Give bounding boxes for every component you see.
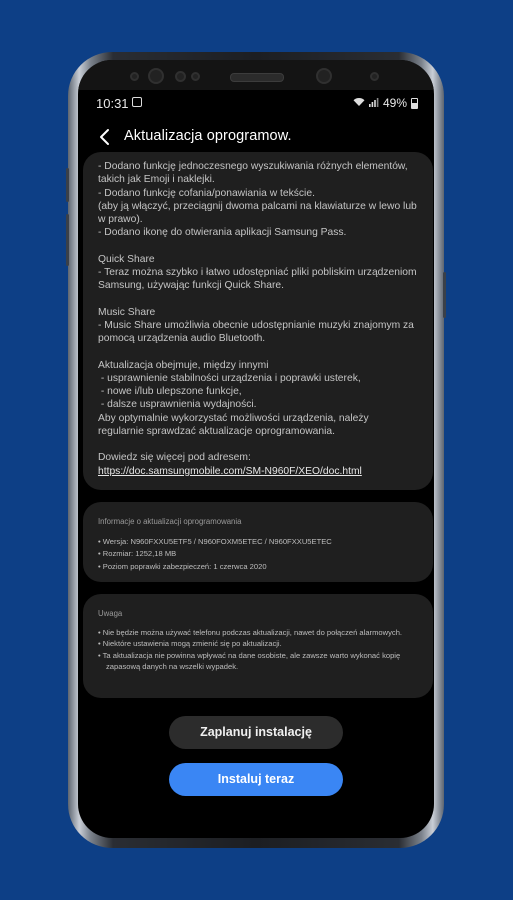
power-button xyxy=(443,272,446,318)
note-line: (aby ją włączyć, przeciągnij dwoma palcami na klawiaturze w lewo lub w prawo). xyxy=(98,200,417,226)
more-info-link[interactable]: https://doc.samsungmobile.com/SM-N960F/XEO/doc.html xyxy=(98,465,362,477)
top-bezel xyxy=(78,60,434,90)
notification-icon xyxy=(132,97,142,107)
size-line: • Rozmiar: 1252,18 MB xyxy=(98,549,177,558)
page-title: Aktualizacja oprogramow. xyxy=(124,128,292,144)
front-camera-icon xyxy=(316,68,332,84)
bixby-button xyxy=(66,214,69,266)
release-notes-card xyxy=(83,152,433,490)
iris-camera-icon xyxy=(148,68,164,84)
warning-item: • Ta aktualizacja nie powinna wpływać na dane osobiste, ale zawsze warto wykonać kopię zapasową danych na wszelki wypadek. xyxy=(98,650,401,672)
update-item: - nowe i/lub ulepszone funkcje, xyxy=(98,386,242,398)
volume-button xyxy=(66,168,69,202)
warning-item: • Niektóre ustawienia mogą zmienić się po aktualizacji. xyxy=(98,639,282,649)
note-line: - Dodano funkcję cofania/ponawiania w tekście. xyxy=(98,187,315,199)
warning-heading: Uwaga xyxy=(98,609,123,618)
note-line: - Dodano funkcję jednoczesnego wyszukiwania różnych elementów, takich jak Emoji i naklejki. xyxy=(98,161,408,186)
version-line: • Wersja: N960FXXU5ETF5 / N960FOXM5ETEC / N960FXXU5ETEC xyxy=(98,536,332,546)
section-title-quick-share: Quick Share xyxy=(98,253,155,265)
update-info-heading: Informacje o aktualizacji oprogramowania xyxy=(98,517,242,526)
phone-screen xyxy=(78,60,434,838)
sensor-icon xyxy=(370,72,379,81)
back-arrow-icon[interactable] xyxy=(96,126,120,150)
security-patch-line: • Poziom poprawki zabezpieczeń: 1 czerwca 2020 xyxy=(98,561,267,571)
status-right xyxy=(353,96,418,110)
quick-share-text: - Teraz można szybko i łatwo udostępniać pliki pobliskim urządzeniom Samsung, używając funkcji Quick Share. xyxy=(98,267,417,292)
update-item: - dalsze usprawnienia wydajności. xyxy=(98,399,257,411)
section-title-music-share: Music Share xyxy=(98,306,156,318)
update-item: - usprawnienie stabilności urządzenia i poprawki usterek, xyxy=(98,372,361,384)
update-advice: Aby optymalnie wykorzystać możliwości urządzenia, należy regularnie sprawdzać aktualizacje oprogramowania. xyxy=(98,412,369,438)
schedule-install-button[interactable]: Zaplanuj instalację xyxy=(169,716,343,749)
warning-item: • Nie będzie można używać telefonu podczas aktualizacji, nawet do połączeń alarmowych. xyxy=(98,627,403,637)
status-bar xyxy=(94,96,418,112)
sensor-icon xyxy=(130,72,139,81)
signal-icon xyxy=(369,96,379,110)
music-share-text: - Music Share umożliwia obecnie udostępnianie muzyki znajomym za pomocą urządzenia audio Bluetooth. xyxy=(98,319,414,345)
wifi-icon xyxy=(353,96,365,110)
earpiece-speaker xyxy=(230,73,284,82)
note-line: - Dodano ikonę do otwierania aplikacji Samsung Pass. xyxy=(98,227,347,239)
update-info-card xyxy=(83,502,433,582)
status-time: 10:31 xyxy=(96,96,129,111)
warning-card xyxy=(83,594,433,698)
update-intro: Aktualizacja obejmuje, między innymi xyxy=(98,359,269,371)
sensor-icon xyxy=(191,72,200,81)
more-info-label: Dowiedz się więcej pod adresem: xyxy=(98,452,251,464)
sensor-icon xyxy=(175,71,186,82)
install-now-button[interactable]: Instaluj teraz xyxy=(169,763,343,796)
battery-icon xyxy=(411,98,418,109)
battery-percent: 49% xyxy=(382,96,407,110)
